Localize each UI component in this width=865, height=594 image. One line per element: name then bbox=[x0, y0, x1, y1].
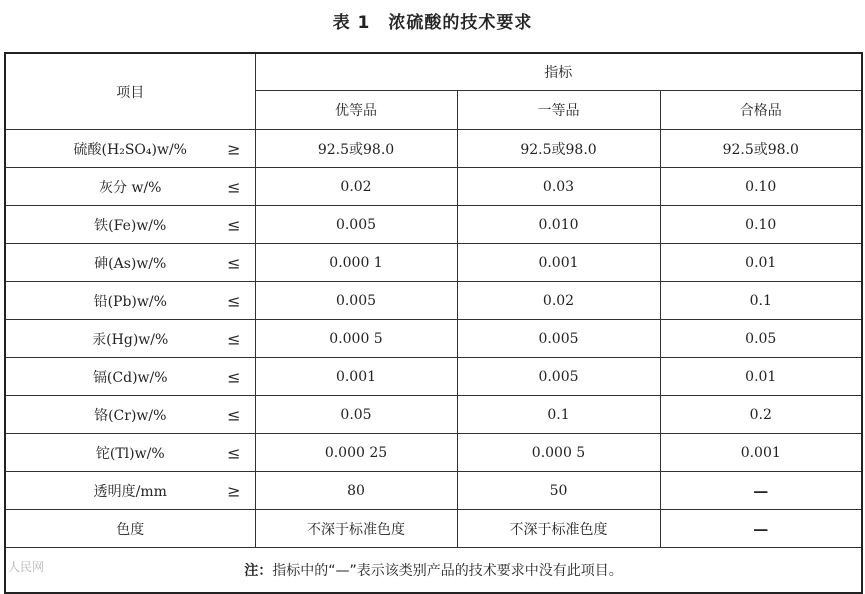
row-limit-symbol: ≤ bbox=[227, 443, 241, 462]
row-value-cell: 92.5或98.0 bbox=[255, 130, 457, 168]
row-item-cell bbox=[5, 358, 255, 396]
row-value-cell: 0.10 bbox=[660, 168, 862, 206]
row-value-cell: 92.5或98.0 bbox=[660, 130, 862, 168]
row-value-cell: 0.01 bbox=[660, 244, 862, 282]
row-item-label: 镉(Cd)w/% bbox=[92, 369, 168, 386]
row-value-cell: 80 bbox=[255, 472, 457, 510]
row-item-label: 铅(Pb)w/% bbox=[93, 293, 167, 310]
spec-table bbox=[4, 52, 863, 594]
row-value-cell: 0.2 bbox=[660, 396, 862, 434]
note-row bbox=[5, 548, 862, 594]
row-limit-symbol: ≤ bbox=[227, 215, 241, 234]
row-limit-symbol: ≤ bbox=[227, 177, 241, 196]
table-title-text: 浓硫酸的技术要求 bbox=[388, 13, 533, 33]
header-item: 项目 bbox=[5, 53, 255, 130]
row-item-cell bbox=[5, 168, 255, 206]
row-item-cell bbox=[5, 244, 255, 282]
row-value-cell: 0.10 bbox=[660, 206, 862, 244]
note-label: 注： bbox=[244, 563, 273, 579]
table-row bbox=[5, 320, 862, 358]
row-item-label: 铁(Fe)w/% bbox=[94, 217, 167, 234]
row-item-label: 透明度/mm bbox=[93, 483, 167, 500]
row-item-label: 砷(As)w/% bbox=[94, 255, 167, 272]
row-value-cell: 不深于标准色度 bbox=[255, 510, 457, 548]
row-value-cell: 0.02 bbox=[255, 168, 457, 206]
row-value-cell: 0.000 5 bbox=[457, 434, 660, 472]
header-indicator: 指标 bbox=[255, 53, 862, 91]
row-item-cell bbox=[5, 282, 255, 320]
row-value-cell: — bbox=[660, 510, 862, 548]
table-row bbox=[5, 282, 862, 320]
table-row bbox=[5, 510, 862, 548]
row-value-cell: 0.001 bbox=[457, 244, 660, 282]
note-text: 指标中的“—”表示该类别产品的技术要求中没有此项目。 bbox=[272, 563, 623, 579]
table-row bbox=[5, 358, 862, 396]
row-value-cell: 0.005 bbox=[457, 358, 660, 396]
table-row bbox=[5, 434, 862, 472]
row-value-cell: 0.010 bbox=[457, 206, 660, 244]
row-item-label: 灰分 w/% bbox=[99, 179, 162, 196]
row-value-cell: 0.05 bbox=[255, 396, 457, 434]
table-row bbox=[5, 244, 862, 282]
row-limit-symbol: ≤ bbox=[227, 367, 241, 386]
row-value-cell: 0.01 bbox=[660, 358, 862, 396]
row-value-cell: 0.000 1 bbox=[255, 244, 457, 282]
row-value-cell: 0.1 bbox=[660, 282, 862, 320]
row-item-cell bbox=[5, 320, 255, 358]
row-item-label: 铊(Tl)w/% bbox=[95, 445, 165, 462]
table-number: 表 1 bbox=[332, 13, 371, 33]
table-row bbox=[5, 396, 862, 434]
row-item-cell bbox=[5, 206, 255, 244]
row-item-cell bbox=[5, 130, 255, 168]
row-item-label: 硫酸(H₂SO₄)w/% bbox=[73, 141, 187, 158]
row-item-label: 汞(Hg)w/% bbox=[92, 331, 169, 348]
row-value-cell: 0.000 5 bbox=[255, 320, 457, 358]
row-item-label: 色度 bbox=[116, 521, 145, 538]
table-note bbox=[5, 548, 862, 594]
row-value-cell: 0.001 bbox=[255, 358, 457, 396]
row-value-cell: 0.02 bbox=[457, 282, 660, 320]
table-row bbox=[5, 472, 862, 510]
row-value-cell: 92.5或98.0 bbox=[457, 130, 660, 168]
row-limit-symbol: ≤ bbox=[227, 329, 241, 348]
row-value-cell: — bbox=[660, 472, 862, 510]
table-title bbox=[0, 8, 865, 33]
header-grade-first: 一等品 bbox=[457, 91, 660, 130]
row-value-cell: 0.05 bbox=[660, 320, 862, 358]
row-limit-symbol: ≥ bbox=[227, 139, 241, 158]
row-limit-symbol: ≥ bbox=[227, 481, 241, 500]
table-row bbox=[5, 206, 862, 244]
row-value-cell: 0.1 bbox=[457, 396, 660, 434]
row-item-cell bbox=[5, 396, 255, 434]
row-value-cell: 0.005 bbox=[255, 282, 457, 320]
row-limit-symbol: ≤ bbox=[227, 405, 241, 424]
row-item-label: 铬(Cr)w/% bbox=[94, 407, 167, 424]
header-grade-premium: 优等品 bbox=[255, 91, 457, 130]
row-limit-symbol: ≤ bbox=[227, 291, 241, 310]
row-limit-symbol: ≤ bbox=[227, 253, 241, 272]
row-value-cell: 0.001 bbox=[660, 434, 862, 472]
row-item-cell bbox=[5, 434, 255, 472]
row-value-cell: 不深于标准色度 bbox=[457, 510, 660, 548]
row-value-cell: 50 bbox=[457, 472, 660, 510]
header-grade-qualified: 合格品 bbox=[660, 91, 862, 130]
table-row bbox=[5, 168, 862, 206]
row-value-cell: 0.000 25 bbox=[255, 434, 457, 472]
table-row bbox=[5, 130, 862, 168]
row-item-cell bbox=[5, 472, 255, 510]
row-value-cell: 0.005 bbox=[457, 320, 660, 358]
row-value-cell: 0.005 bbox=[255, 206, 457, 244]
row-item-cell bbox=[5, 510, 255, 548]
row-value-cell: 0.03 bbox=[457, 168, 660, 206]
watermark: 人民网 bbox=[8, 560, 45, 574]
